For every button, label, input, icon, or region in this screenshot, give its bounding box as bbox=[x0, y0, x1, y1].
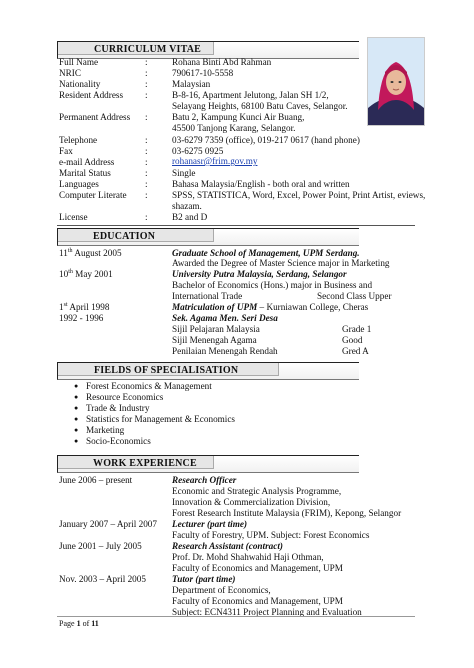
page-number: Page 1 of 11 bbox=[59, 619, 99, 628]
list-item: Forest Economics & Management bbox=[86, 381, 212, 391]
field-label: Fax bbox=[59, 146, 73, 156]
job-role: Research Assistant (contract) bbox=[172, 541, 283, 551]
exam-grade: Grade 1 bbox=[342, 324, 372, 334]
education-date: 11th August 2005 bbox=[59, 247, 122, 258]
work-section-header bbox=[57, 455, 359, 473]
cv-section-title: CURRICULUM VITAE bbox=[94, 44, 202, 55]
field-colon: : bbox=[145, 179, 148, 189]
field-label: e-mail Address bbox=[59, 157, 115, 167]
education-detail: Bachelor of Economics (Hons.) major in Business and bbox=[172, 280, 373, 290]
footer-divider bbox=[57, 616, 415, 617]
field-label: License bbox=[59, 212, 88, 222]
field-value: 03-6275 0925 bbox=[172, 146, 224, 156]
bullet-icon: ● bbox=[74, 404, 79, 412]
field-label: Permanent Address bbox=[59, 112, 131, 122]
education-school: Matriculation of UPM – Kurniawan College, Cheras bbox=[172, 302, 369, 312]
specialisation-section-title: FIELDS OF SPECIALISATION bbox=[94, 365, 239, 376]
field-label: NRIC bbox=[59, 68, 81, 78]
education-date: 1st April 1998 bbox=[59, 301, 110, 312]
education-school: Graduate School of Management, UPM Serdang. bbox=[172, 248, 360, 258]
field-value: 790617-10-5558 bbox=[172, 68, 234, 78]
education-class: Second Class Upper bbox=[317, 291, 392, 301]
education-date: 10th May 2001 bbox=[59, 268, 113, 279]
job-detail: Economic and Strategic Analysis Programme, bbox=[172, 486, 342, 496]
field-value: B2 and D bbox=[172, 212, 208, 222]
field-value: Rohana Binti Abd Rahman bbox=[172, 57, 272, 67]
profile-photo bbox=[367, 37, 425, 126]
list-item: Marketing bbox=[86, 425, 125, 435]
specialisation-section-header bbox=[57, 362, 359, 380]
education-school: University Putra Malaysia, Serdang, Selangor bbox=[172, 269, 347, 279]
job-date: January 2007 – April 2007 bbox=[59, 519, 157, 529]
bullet-icon: ● bbox=[74, 382, 79, 390]
job-role: Research Officer bbox=[172, 475, 237, 485]
field-value: Bahasa Malaysia/English - both oral and written bbox=[172, 179, 350, 189]
field-value-cont: Selayang Heights, 68100 Batu Caves, Selangor. bbox=[172, 101, 348, 111]
exam-grade: Good bbox=[342, 335, 363, 345]
job-detail: Faculty of Forestry, UPM. Subject: Forest Economics bbox=[172, 530, 370, 540]
field-colon: : bbox=[145, 79, 148, 89]
field-value: B-8-16, Apartment Jelutong, Jalan SH 1/2, bbox=[172, 90, 329, 100]
field-colon: : bbox=[145, 112, 148, 122]
field-value: SPSS, STATISTICA, Word, Excel, Power Point, Print Artist, eviews, bbox=[172, 190, 426, 200]
field-value: Batu 2, Kampung Kunci Air Buang, bbox=[172, 112, 305, 122]
exam-name: Sijil Menengah Agama bbox=[172, 335, 257, 345]
exam-name: Sijil Pelajaran Malaysia bbox=[172, 324, 260, 334]
education-section-header bbox=[57, 228, 359, 246]
field-colon: : bbox=[145, 157, 148, 167]
work-section-title: WORK EXPERIENCE bbox=[93, 458, 197, 469]
cv-divider bbox=[57, 225, 415, 226]
field-colon: : bbox=[145, 68, 148, 78]
field-label: Languages bbox=[59, 179, 99, 189]
bullet-icon: ● bbox=[74, 393, 79, 401]
field-value-cont: shazam. bbox=[172, 201, 202, 211]
job-detail: Faculty of Economics and Management, UPM bbox=[172, 596, 343, 606]
job-date: June 2001 – July 2005 bbox=[59, 541, 142, 551]
education-detail: Awarded the Degree of Master Science major in Marketing bbox=[172, 258, 390, 268]
job-detail: Forest Research Institute Malaysia (FRIM), Kepong, Selangor bbox=[172, 508, 402, 518]
job-date: Nov. 2003 – April 2005 bbox=[59, 574, 146, 584]
field-colon: : bbox=[145, 190, 148, 200]
bullet-icon: ● bbox=[74, 426, 79, 434]
field-colon: : bbox=[145, 135, 148, 145]
field-colon: : bbox=[145, 212, 148, 222]
list-item: Socio-Economics bbox=[86, 436, 151, 446]
field-label: Nationality bbox=[59, 79, 101, 89]
field-colon: : bbox=[145, 168, 148, 178]
field-colon: : bbox=[145, 146, 148, 156]
field-label: Marital Status bbox=[59, 168, 111, 178]
field-value: Malaysian bbox=[172, 79, 211, 89]
field-value: Single bbox=[172, 168, 196, 178]
bullet-icon: ● bbox=[74, 437, 79, 445]
job-detail: Department of Economics, bbox=[172, 585, 271, 595]
field-colon: : bbox=[145, 90, 148, 100]
bullet-icon: ● bbox=[74, 415, 79, 423]
field-label: Telephone bbox=[59, 135, 98, 145]
field-label: Resident Address bbox=[59, 90, 124, 100]
job-detail: Prof. Dr. Mohd Shahwahid Haji Othman, bbox=[172, 552, 324, 562]
education-section-title: EDUCATION bbox=[93, 231, 156, 242]
job-role: Tutor (part time) bbox=[172, 574, 236, 584]
exam-name: Penilaian Menengah Rendah bbox=[172, 346, 278, 356]
job-detail: Innovation & Commercialization Division, bbox=[172, 497, 331, 507]
education-school: Sek. Agama Men. Seri Desa bbox=[172, 313, 278, 323]
education-detail: International Trade bbox=[172, 291, 243, 301]
list-item: Resource Economics bbox=[86, 392, 164, 402]
field-colon: : bbox=[145, 57, 148, 67]
job-role: Lecturer (part time) bbox=[172, 519, 248, 529]
field-value-cont: 45500 Tanjong Karang, Selangor. bbox=[172, 123, 296, 133]
job-detail: Faculty of Economics and Management, UPM bbox=[172, 563, 343, 573]
field-label: Computer Literate bbox=[59, 190, 127, 200]
education-date: 1992 - 1996 bbox=[59, 313, 104, 323]
job-date: June 2006 – present bbox=[59, 475, 133, 485]
field-label: Full Name bbox=[59, 57, 99, 67]
list-item: Statistics for Management & Economics bbox=[86, 414, 236, 424]
job-detail: Subject: ECN4311 Project Planning and Evaluation bbox=[172, 607, 362, 617]
field-value: 03-6279 7359 (office), 019-217 0617 (hand phone) bbox=[172, 135, 360, 145]
exam-grade: Gred A bbox=[342, 346, 369, 356]
list-item: Trade & Industry bbox=[86, 403, 150, 413]
email-link[interactable]: rohanasr@frim.gov.my bbox=[172, 156, 258, 166]
